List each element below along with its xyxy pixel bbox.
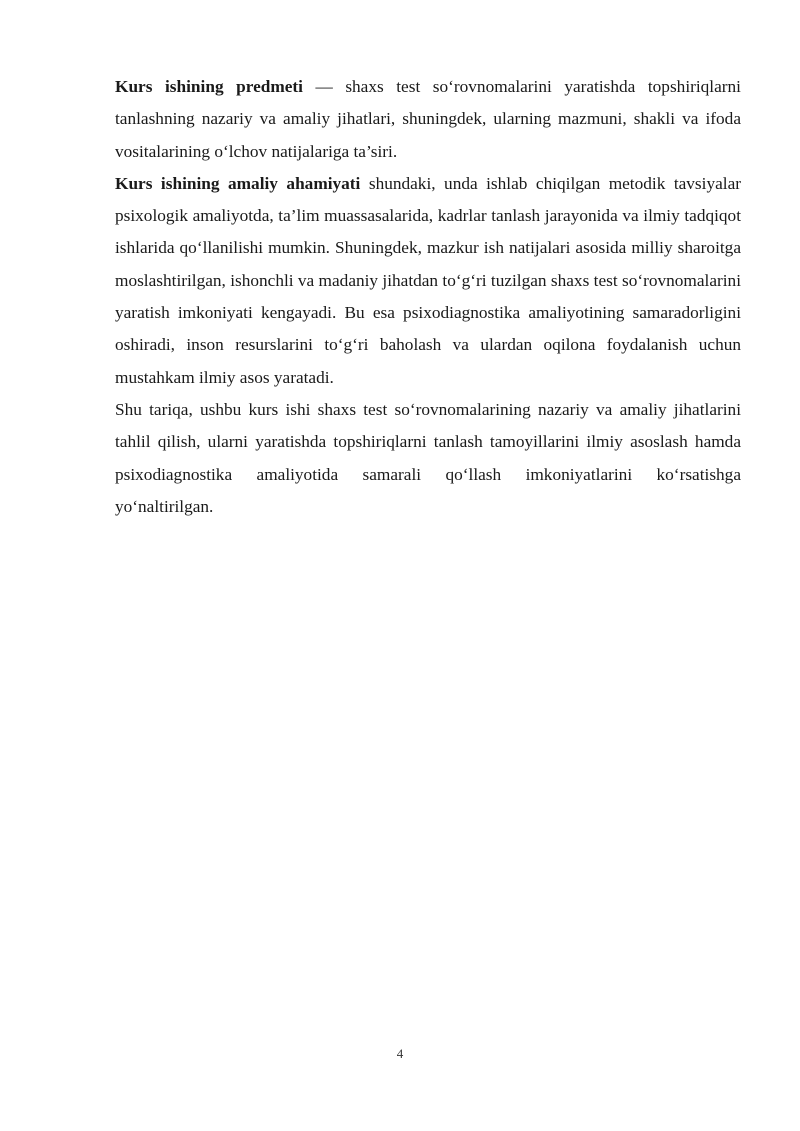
paragraph-practical-significance	[115, 168, 741, 394]
page-number: 4	[396, 1046, 404, 1061]
paragraph-lead: Kurs ishining amaliy ahamiyati	[115, 173, 361, 193]
paragraph-text: — shaxs test so‘rovnomalarini yaratishda topshiriqlarni tanlashning nazariy va amaliy jihatlari, shuningdek, ularning mazmuni, shakli va ifoda vositalarining o‘lchov natijalariga ta’siri.	[115, 77, 741, 161]
document-body	[115, 71, 741, 523]
paragraph-text: shundaki, unda ishlab chiqilgan metodik tavsiyalar psixologik amaliyotda, ta’lim muassasalarida, kadrlar tanlash jarayonida va ilmiy tadqiqot ishlarida qo‘llanilishi mumkin. Shuningdek, mazkur ish natijalari asosida milliy sharoitga moslashtirilgan, ishonchli va madaniy jihatdan to‘g‘ri tuzilgan shaxs test so‘rovnomalarini yaratish imkoniyati kengayadi. Bu esa psixodiagnostika amaliyotining samaradorligini oshiradi, inson resurslarini to‘g‘ri baholash va ulardan oqilona foydalanish uchun mustahkam ilmiy asos yaratadi.	[115, 173, 741, 387]
paragraph-lead: Kurs ishining predmeti	[115, 77, 303, 96]
paragraph-subject	[115, 71, 741, 168]
paragraph-text: Shu tariqa, ushbu kurs ishi shaxs test so‘rovnomalarining nazariy va amaliy jihatlarini tahlil qilish, ularni yaratishda topshiriqlarni tanlash tamoyillarini ilmiy asoslash hamda psixodiagnostika amaliyotida samarali qo‘llash imkoniyatlarini ko‘rsatishga yo‘naltirilgan.	[115, 399, 741, 516]
paragraph-conclusion	[115, 394, 741, 523]
